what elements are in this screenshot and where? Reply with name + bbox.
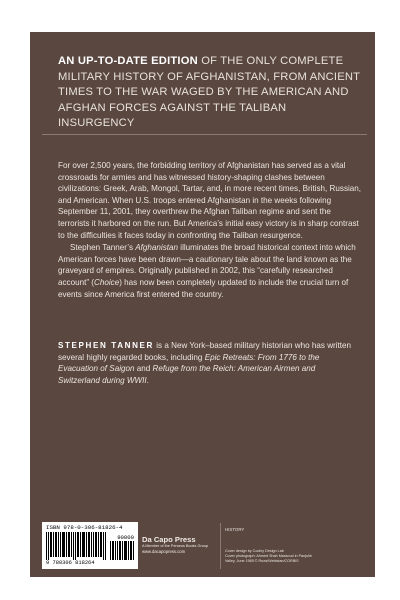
price-barcode <box>110 541 134 560</box>
divider <box>42 134 367 135</box>
author-bio-b: and <box>134 364 153 374</box>
author-book-2: Refuge from the Reich: American Airmen and Switzerland during WWII <box>58 364 316 385</box>
publisher-name: Da Capo Press <box>142 535 196 544</box>
blurb-paragraph-1: For over 2,500 years, the forbidding territory of Afghanistan has served as a vital crossroads for armies and has witnessed history-shaping clashes between civilizations: Greek, Arab, Mongol, Tartar, and, in more recent times, British, Russian, and American. When U.S. troops entered Afghanistan in the weeks following September 11, 2001, they overthrew the Afghan Taliban regime and sent the terrorists it harbored on the run. But America’s initial easy victory is in sharp contrast to the difficulties it faces today in confronting the Taliban resurgence. <box>58 161 362 240</box>
isbn-text: ISBN 978-0-306-81826-4 <box>46 524 123 531</box>
author-book-1: Epic Retreats: From 1776 to the Evacuation of Saigon <box>58 352 320 374</box>
footer-divider <box>220 523 221 569</box>
blurb-p2-a: Stephen Tanner’s <box>70 243 136 253</box>
category-label: HISTORY <box>225 527 245 532</box>
ean-number: 9 780306 818264 <box>46 560 95 566</box>
blurb-paragraph-2 <box>58 242 362 300</box>
book-title: Afghanistan <box>135 243 179 253</box>
publisher-url: www.dacapopress.com <box>142 549 186 554</box>
author-bio <box>58 340 358 386</box>
blurb <box>58 160 362 300</box>
barcode-bars <box>46 532 106 560</box>
credit-line-1: Cover design by Cooley Design Lab <box>225 549 284 553</box>
blurb-p2-b: illuminates the broad historical context into which American forces have been drawn—a cautionary tale about the land known as the graveyard of empires. Originally published in 2002, this “carefully researched account” ( <box>58 243 356 287</box>
publisher-member: A Member of the Perseus Books Group <box>142 544 209 548</box>
author-bio-c: . <box>146 375 149 385</box>
tagline-lead: AN UP-TO-DATE EDITION <box>58 55 198 67</box>
review-source: Choice <box>94 277 120 287</box>
tagline-rest: OF THE ONLY COMPLETE MILITARY HISTORY OF AFGHANISTAN, FROM ANCIENT TIMES TO THE WAR WAGED BY THE AMERICAN AND AFGHAN FORCES AGAINST THE TALIBAN INSURGENCY <box>58 55 360 129</box>
cover-credits <box>225 549 345 563</box>
blurb-p2-c: ) has now been completely updated to include the crucial turn of events since America first entered the country. <box>58 277 349 299</box>
credit-line-2: Cover photograph: Ahmed Shah Massoud in Panjshir <box>225 553 312 558</box>
price-code: 90000 <box>117 534 134 541</box>
author-name: STEPHEN TANNER <box>58 341 154 350</box>
tagline <box>58 54 363 132</box>
barcode <box>42 522 138 569</box>
credit-line-3: Valley, June 1985 © Reza/Webistan/CORBIS <box>225 558 299 563</box>
author-bio-a: is a New York–based military historian who has written several highly regarded books, including <box>58 341 352 362</box>
